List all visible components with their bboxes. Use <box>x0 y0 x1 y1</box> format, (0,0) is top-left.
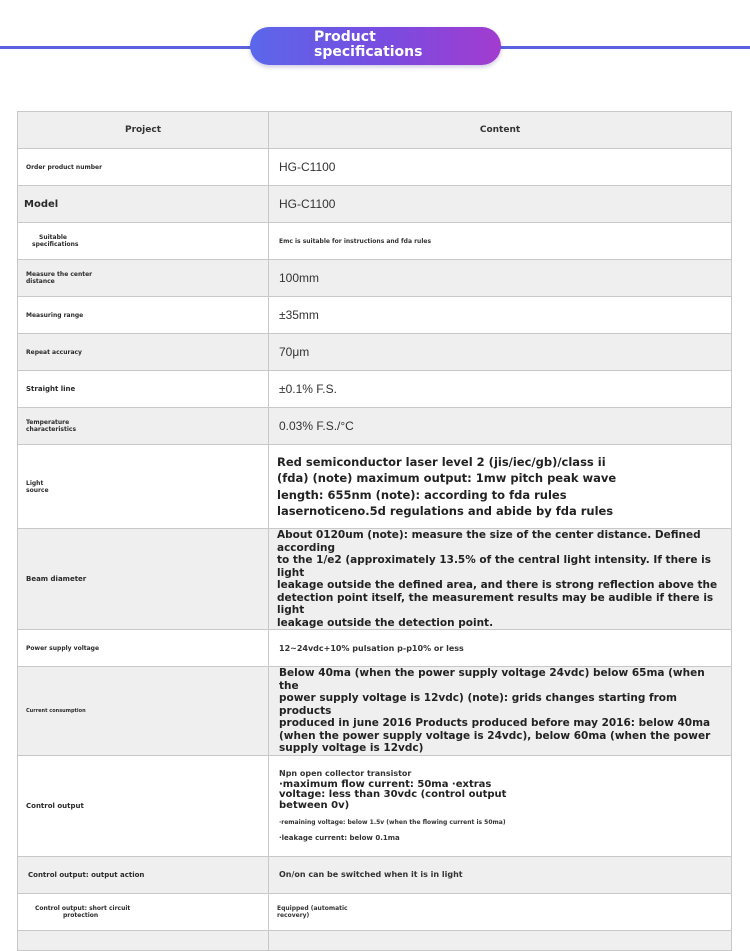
row-label-center-distance <box>18 260 269 297</box>
row-value-temperature: 0.03% F.S./°C <box>269 408 732 445</box>
row-label-beam-diameter: Beam diameter <box>18 529 269 630</box>
table-row <box>18 893 732 930</box>
row-label-control-output: Control output <box>18 755 269 856</box>
current-consumption-line: power supply voltage is 12vdc) (note): grids changes starting from products <box>279 692 677 717</box>
current-consumption-line: Below 40ma (when the power supply voltage 24vdc) below 65ma (when the <box>279 667 705 692</box>
short-circuit-line: Equipped (automatic <box>277 904 348 912</box>
current-consumption-line: supply voltage is 12vdc) <box>279 742 424 754</box>
row-value-repeat-accuracy: 70μm <box>269 334 732 371</box>
row-value-control-output <box>269 755 732 856</box>
title-rule-right <box>498 46 750 49</box>
section-title-line1: Product <box>314 29 376 45</box>
beam-diameter-line: About 0120um (note): measure the size of the center distance. Defined according <box>277 529 701 554</box>
beam-diameter-line: leakage outside the defined area, and there is strong reflection above the <box>277 579 718 591</box>
control-output-remaining: ·remaining voltage: below 1.5v (when the flowing current is 50ma) <box>279 819 506 827</box>
table-row <box>18 755 732 856</box>
row-label-light-line2: source <box>26 486 49 494</box>
row-value-short-circuit <box>269 893 732 930</box>
row-value-power-supply: 12~24vdc+10% pulsation p-p10% or less <box>269 630 732 667</box>
table-row <box>18 371 732 408</box>
short-circuit-line: recovery) <box>277 911 310 919</box>
control-output-line: between 0v) <box>279 799 350 811</box>
row-label-current-consumption: Current consumption <box>18 667 269 756</box>
row-label-partial <box>18 930 269 950</box>
table-row <box>18 445 732 529</box>
row-label-repeat-accuracy: Repeat accuracy <box>18 334 269 371</box>
row-value-light-source <box>269 445 732 529</box>
row-label-short-circuit <box>18 893 269 930</box>
row-label-power-supply: Power supply voltage <box>18 630 269 667</box>
row-label-short-circuit-line1: Control output: short circuit <box>35 904 131 912</box>
table-row <box>18 408 732 445</box>
row-label-suitable-line2: specifications <box>32 241 79 248</box>
row-label-model: Model <box>18 186 269 223</box>
light-source-line: Red semiconductor laser level 2 (jis/iec/gb)/class ii <box>277 454 606 469</box>
row-label-straight-line: Straight line <box>18 371 269 408</box>
current-consumption-line: produced in june 2016 Products produced before may 2016: below 40ma <box>279 717 711 729</box>
row-value-current-consumption <box>269 667 732 756</box>
control-output-line: ·maximum flow current: 50ma ·extras <box>279 778 492 790</box>
current-consumption-line: (when the power supply voltage is 24vdc), below 60ma (when the power <box>279 729 711 742</box>
light-source-line: (fda) (note) maximum output: 1mw pitch peak wave <box>277 471 617 485</box>
row-label-center-distance-line2: distance <box>26 278 55 285</box>
row-label-suitable-specifications <box>18 223 269 260</box>
beam-diameter-line: detection point itself, the measurement results may be audible if there is light <box>277 591 714 616</box>
table-row <box>18 529 732 630</box>
table-row <box>18 856 732 893</box>
table-row <box>18 186 732 223</box>
title-rule-left <box>0 46 252 49</box>
control-output-leakage: ·leakage current: below 0.1ma <box>279 834 400 843</box>
light-source-line: lasernoticeno.5d regulations and abide by fda rules <box>277 504 614 518</box>
table-row <box>18 667 732 756</box>
row-label-order-number: Order product number <box>18 149 269 186</box>
row-value-measuring-range: ±35mm <box>269 297 732 334</box>
row-label-temperature <box>18 408 269 445</box>
row-label-measuring-range: Measuring range <box>18 297 269 334</box>
table-row <box>18 149 732 186</box>
row-label-center-distance-line1: Measure the center <box>26 271 93 278</box>
row-value-beam-diameter <box>269 529 732 630</box>
light-source-line: length: 655nm (note): according to fda rules <box>277 487 567 502</box>
row-label-temperature-line2: characteristics <box>26 426 77 433</box>
table-header-row <box>18 112 732 149</box>
section-title-line2: specifications <box>314 44 423 60</box>
table-row-partial <box>18 930 732 950</box>
row-label-temperature-line1: Temperature <box>26 419 70 426</box>
row-value-suitable-specifications: Emc is suitable for instructions and fda rules <box>269 223 732 260</box>
row-value-output-action: On/on can be switched when it is in light <box>269 856 732 893</box>
row-label-suitable-line1: Suitable <box>39 234 67 241</box>
row-value-partial <box>269 930 732 950</box>
row-value-center-distance: 100mm <box>269 260 732 297</box>
table-row <box>18 297 732 334</box>
column-header-project: Project <box>18 112 269 149</box>
row-label-light-line1: Light <box>26 479 44 487</box>
section-title-banner <box>250 27 501 65</box>
row-value-straight-line: ±0.1% F.S. <box>269 371 732 408</box>
column-header-content: Content <box>269 112 732 149</box>
table-row <box>18 334 732 371</box>
row-value-model: HG-C1100 <box>269 186 732 223</box>
row-label-output-action: Control output: output action <box>18 856 269 893</box>
row-label-light-source <box>18 445 269 529</box>
beam-diameter-line: leakage outside the detection point. <box>277 616 494 629</box>
table-row <box>18 223 732 260</box>
control-output-title: Npn open collector transistor <box>279 768 412 778</box>
row-value-order-number: HG-C1100 <box>269 149 732 186</box>
table-row <box>18 260 732 297</box>
table-row <box>18 630 732 667</box>
specifications-table <box>17 111 732 951</box>
beam-diameter-line: to the 1/e2 (approximately 13.5% of the central light intensity. If there is light <box>277 554 711 579</box>
control-output-line: voltage: less than 30vdc (control output <box>279 789 507 801</box>
row-label-short-circuit-line2: protection <box>63 911 99 919</box>
